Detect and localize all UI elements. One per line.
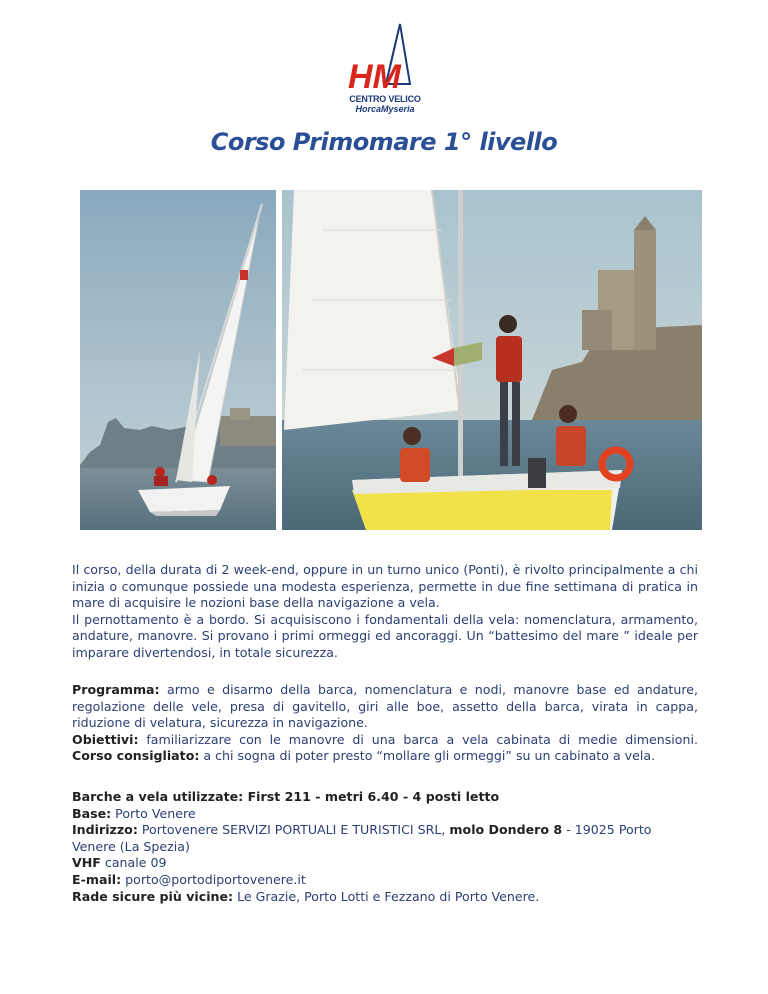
obiettivi-text: familiarizzare con le manovre di una barca a vela cabinata di medie dimensioni. xyxy=(138,731,698,747)
sailing-crew-photo xyxy=(282,190,702,530)
page-title: Corso Primomare 1° livello xyxy=(210,128,558,156)
hm-sail-logo-icon xyxy=(340,22,430,94)
logo-line1: CENTRO VELICO xyxy=(349,94,421,104)
program-paragraph xyxy=(72,682,698,732)
indirizzo-bold: molo Dondero 8 xyxy=(449,822,563,838)
intro-section xyxy=(72,562,698,662)
base-line xyxy=(72,806,698,823)
indirizzo-rest: - 19025 Porto Venere (La Spezia) xyxy=(72,822,652,854)
consigliato-label: Corso consigliato: xyxy=(72,748,200,764)
obiettivi-paragraph xyxy=(72,732,698,749)
indirizzo-label: Indirizzo: xyxy=(72,822,138,838)
intro-paragraph-2: Il pernottamento è a bordo. Si acquisiscono i fondamentali della vela: nomenclatura, armamento, andature, manovre. Si provano i primi ormeggi ed ancoraggi. Un “battesimo del mare ” ideale per imparare divertendosi, in totale sicurezza. xyxy=(72,611,698,660)
base-value: Porto Venere xyxy=(111,805,196,821)
info-section xyxy=(72,789,698,905)
rade-value: Le Grazie, Porto Lotti e Fezzano di Porto Venere. xyxy=(233,888,540,904)
email-label: E-mail: xyxy=(72,871,122,887)
programma-label: Programma: xyxy=(72,682,160,697)
obiettivi-label: Obiettivi: xyxy=(72,731,139,747)
consigliato-text: a chi sogna di poter presto “mollare gli ormeggi” su un cabinato a vela. xyxy=(199,748,656,764)
programma-text: armo e disarmo della barca, nomenclatura e nodi, manovre base ed andature, regolazione delle vele, presa di gavitello, giri alle boe, assetto della barca, virata in cappa, riduzione di velatura, sicurezza in navigazione. xyxy=(72,682,698,731)
email-line xyxy=(72,872,698,889)
vhf-value: canale 09 xyxy=(100,855,167,871)
program-section xyxy=(72,682,698,765)
logo-line2: HorcaMyseria xyxy=(355,104,415,114)
consigliato-paragraph xyxy=(72,748,698,765)
vhf-line xyxy=(72,855,698,872)
sailboat-photo xyxy=(80,190,276,530)
base-label: Base: xyxy=(72,805,112,821)
vhf-label: VHF xyxy=(72,855,101,871)
rade-label: Rade sicure più vicine: xyxy=(72,888,234,904)
logo xyxy=(340,22,430,117)
intro-paragraph-1: Il corso, della durata di 2 week-end, oppure in un turno unico (Ponti), è rivolto principalmente a chi inizia o comunque possiede una modesta esperienza, permette in due fine settimana di pratica in mare di acquisire le nozioni base della navigazione a vela. xyxy=(72,562,698,611)
indirizzo-value: Portovenere SERVIZI PORTUALI E TURISTICI SRL, xyxy=(137,822,450,838)
rade-line xyxy=(72,889,698,906)
barche-line: Barche a vela utilizzate: First 211 - metri 6.40 - 4 posti letto xyxy=(72,789,500,804)
email-value[interactable]: porto@portodiportovenere.it xyxy=(121,871,306,887)
indirizzo-line xyxy=(72,822,662,855)
logo-mark: HM xyxy=(348,58,401,94)
